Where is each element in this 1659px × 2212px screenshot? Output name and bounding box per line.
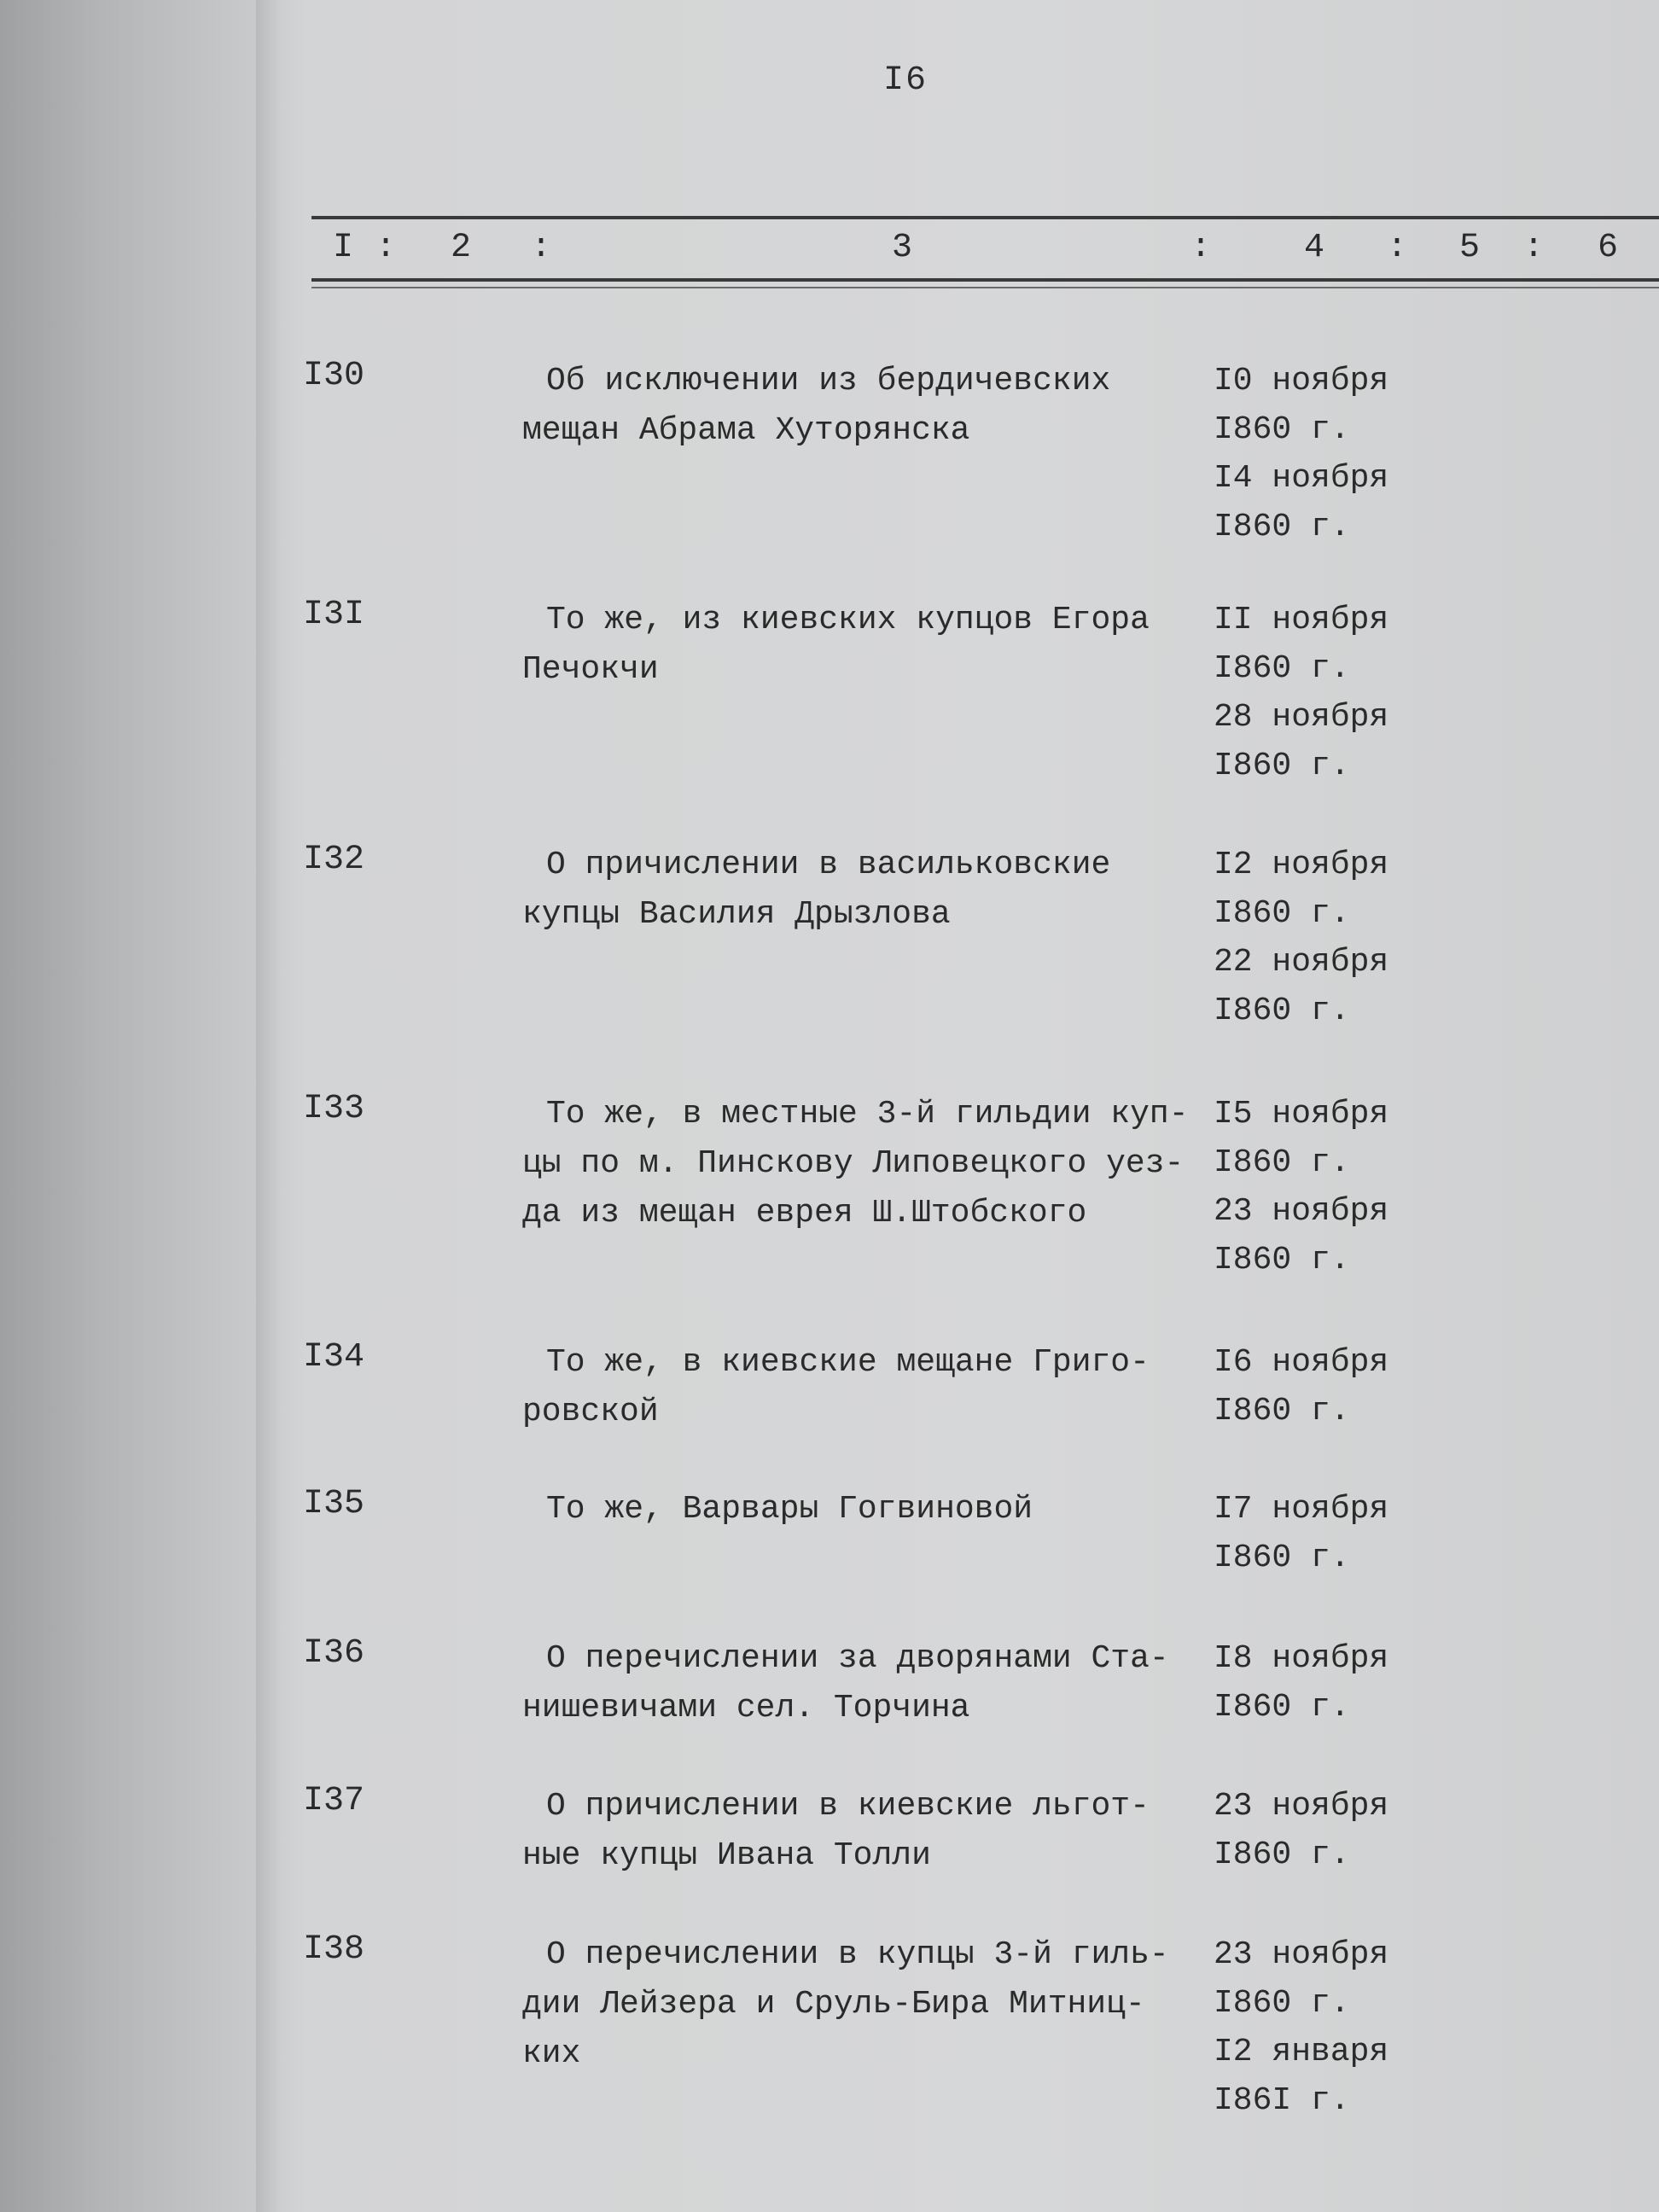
date-line: I0 ноября [1214, 363, 1389, 399]
entry-dates [1214, 1485, 1388, 1582]
entry-description [522, 1338, 1205, 1437]
description-line: О причислении в киевские льгот- [546, 1788, 1150, 1825]
description-line: мещан Абрама Хуторянска [522, 412, 970, 449]
date-line: I8 ноября [1214, 1640, 1389, 1677]
entry-description [522, 841, 1205, 940]
description-line: цы по м. Пинскову Липовецкого уез- [522, 1145, 1185, 1182]
date-line: 23 ноября [1214, 1193, 1389, 1230]
date-line: 28 ноября [1214, 699, 1389, 736]
header-rule-bottom [311, 278, 1659, 282]
entry-number: I3I [303, 596, 365, 634]
book-fold-shadow [256, 0, 282, 2212]
column-separator: : [1190, 229, 1212, 267]
entry-description [522, 357, 1205, 456]
entry-number: I37 [303, 1782, 365, 1820]
column-separator: : [1387, 229, 1408, 267]
entry-dates [1214, 841, 1388, 1035]
entry-number: I34 [303, 1338, 365, 1377]
date-line: I860 г. [1214, 1540, 1350, 1576]
entry-dates [1214, 1090, 1388, 1284]
column-header-6: 6 [1598, 229, 1619, 267]
description-line: Печокчи [522, 651, 659, 688]
description-line: купцы Василия Дрызлова [522, 896, 951, 933]
entry-number: I38 [303, 1930, 365, 1969]
description-line: То же, в местные 3-й гильдии куп- [546, 1096, 1189, 1132]
date-line: I860 г. [1214, 1393, 1350, 1429]
date-line: I86I г. [1214, 2082, 1350, 2119]
entry-number: I32 [303, 841, 365, 879]
description-line: ные купцы Ивана Толли [522, 1837, 931, 1874]
entry-number: I33 [303, 1090, 365, 1128]
description-line: О причислении в васильковские [546, 847, 1111, 883]
entry-description [522, 1930, 1205, 2079]
description-line: да из мещан еврея Ш.Штобского [522, 1195, 1087, 1231]
column-separator: : [375, 229, 397, 267]
description-line: ких [522, 2035, 581, 2072]
date-line: I860 г. [1214, 1144, 1350, 1181]
entry-description [522, 1634, 1205, 1733]
description-line: То же, Варвары Гогвиновой [546, 1491, 1033, 1528]
header-rule-bottom-thin [311, 287, 1659, 288]
date-line: I7 ноября [1214, 1491, 1389, 1528]
entry-dates [1214, 1930, 1388, 2125]
date-line: I860 г. [1214, 1837, 1350, 1873]
date-line: I860 г. [1214, 1985, 1350, 2022]
entry-description [522, 1090, 1205, 1238]
date-line: I860 г. [1214, 1242, 1350, 1278]
description-line: О перечислении в купцы 3-й гиль- [546, 1936, 1169, 1973]
date-line: 23 ноября [1214, 1788, 1389, 1825]
header-rule-top [311, 216, 1659, 219]
date-line: I860 г. [1214, 650, 1350, 687]
date-line: I860 г. [1214, 1689, 1350, 1726]
column-separator: : [531, 229, 552, 267]
entry-dates [1214, 596, 1388, 790]
date-line: I860 г. [1214, 509, 1350, 545]
description-line: дии Лейзера и Сруль-Бира Митниц- [522, 1986, 1145, 2023]
entry-dates [1214, 1634, 1388, 1732]
date-line: 22 ноября [1214, 944, 1389, 981]
date-line: I2 ноября [1214, 847, 1389, 883]
entry-description [522, 596, 1205, 695]
date-line: I4 ноября [1214, 460, 1389, 497]
description-line: О перечислении за дворянами Ста- [546, 1640, 1169, 1677]
column-header-5: 5 [1459, 229, 1481, 267]
column-header-4: 4 [1304, 229, 1325, 267]
date-line: 23 ноября [1214, 1936, 1389, 1973]
column-separator: : [1523, 229, 1545, 267]
date-line: I5 ноября [1214, 1096, 1389, 1132]
page-number: I6 [883, 61, 928, 100]
date-line: I860 г. [1214, 748, 1350, 784]
description-line: То же, в киевские мещане Григо- [546, 1344, 1150, 1381]
column-header-3: 3 [892, 229, 913, 267]
entry-dates [1214, 357, 1388, 551]
entry-number: I35 [303, 1485, 365, 1523]
date-line: I2 января [1214, 2034, 1389, 2070]
date-line: I860 г. [1214, 992, 1350, 1029]
entry-dates [1214, 1338, 1388, 1435]
column-header-2: 2 [451, 229, 472, 267]
date-line: I6 ноября [1214, 1344, 1389, 1381]
entry-description [522, 1485, 1205, 1534]
column-header-1: I [333, 229, 354, 267]
description-line: То же, из киевских купцов Егора [546, 602, 1150, 638]
date-line: II ноября [1214, 602, 1389, 638]
entry-number: I36 [303, 1634, 365, 1673]
description-line: нишевичами сел. Торчина [522, 1690, 970, 1726]
date-line: I860 г. [1214, 895, 1350, 932]
entry-dates [1214, 1782, 1388, 1879]
entry-number: I30 [303, 357, 365, 395]
entry-description [522, 1782, 1205, 1881]
description-line: Об исключении из бердичевских [546, 363, 1111, 399]
date-line: I860 г. [1214, 411, 1350, 448]
description-line: ровской [522, 1394, 659, 1430]
